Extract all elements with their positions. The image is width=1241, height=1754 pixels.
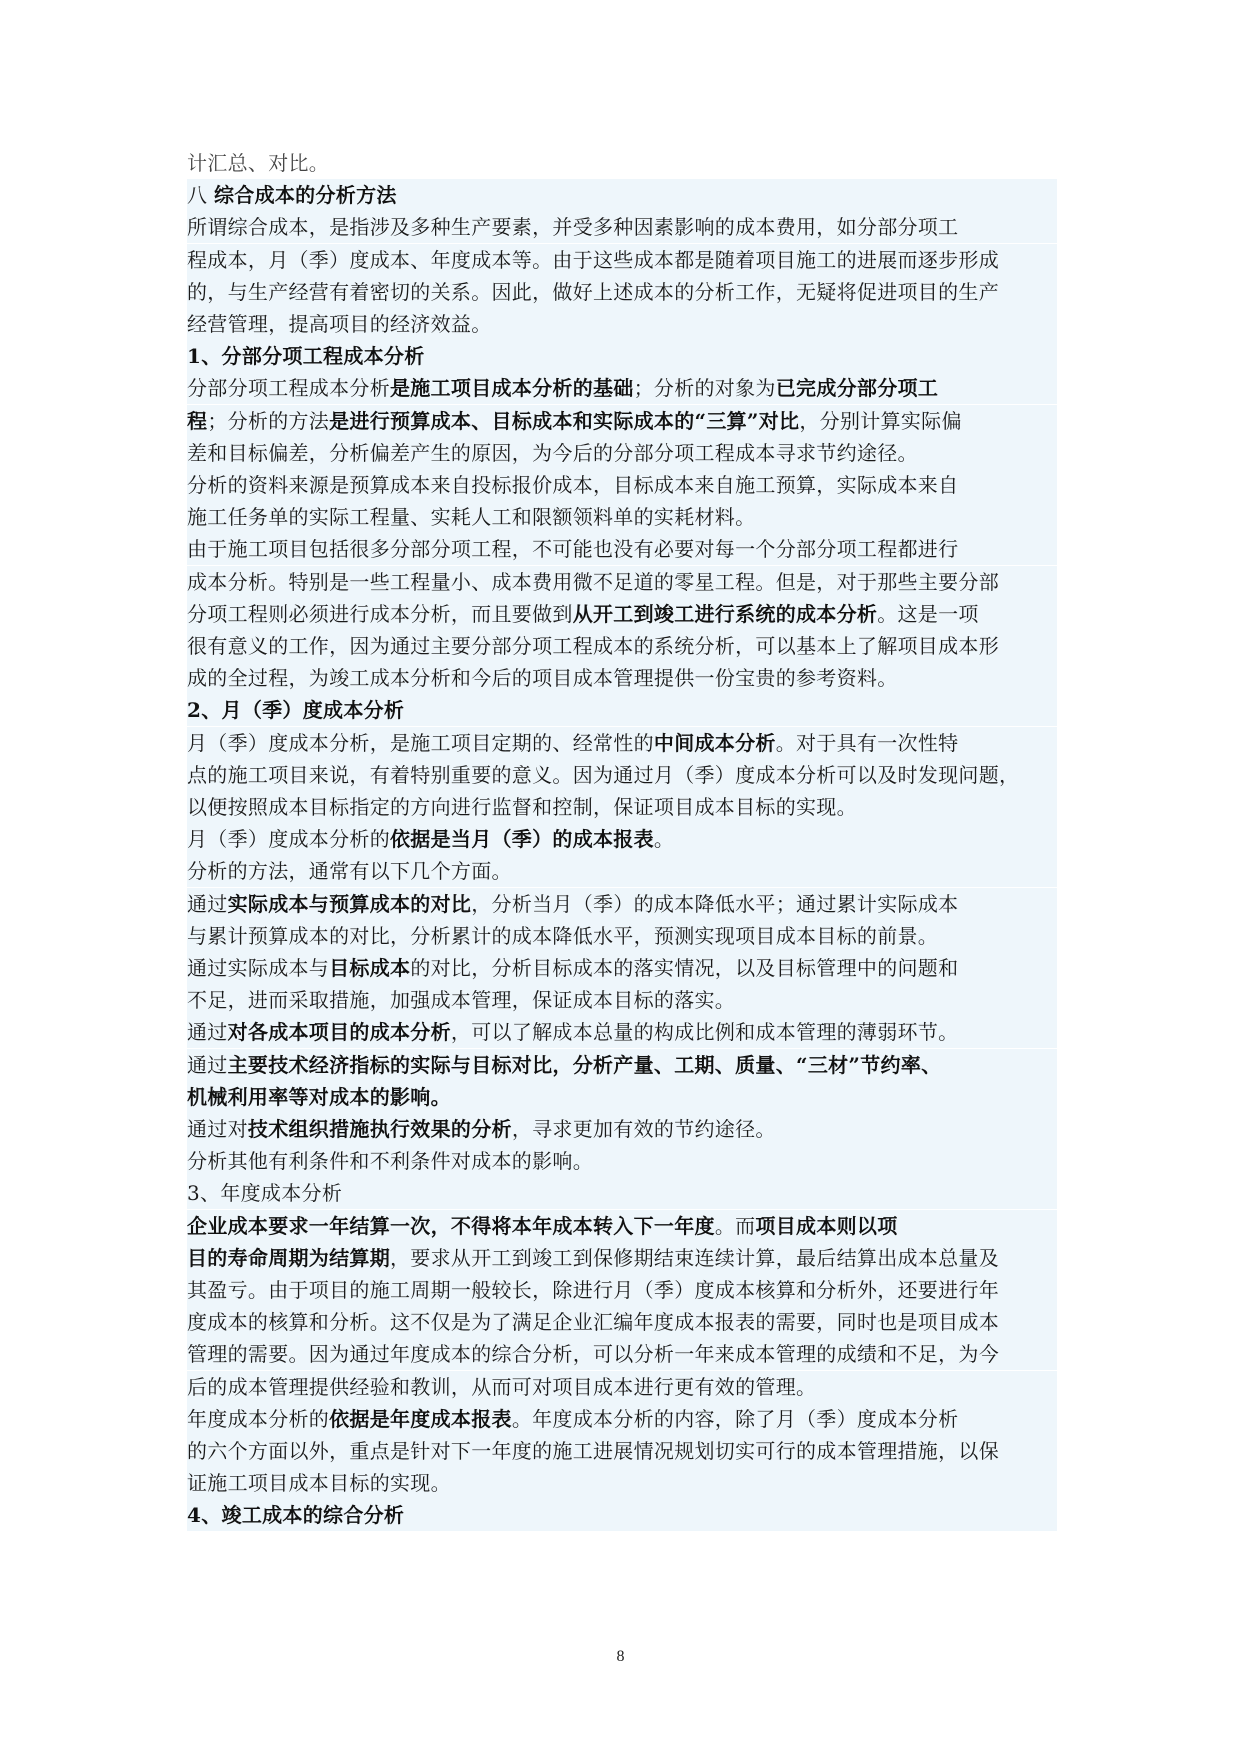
bold-text: 项目成本则以项	[755, 1213, 898, 1238]
text-line	[187, 308, 1057, 340]
text-run: 管理的需要。因为通过年度成本的综合分析，可以分析一年来成本管理的成绩和不足，为今	[187, 1342, 999, 1367]
text-line	[187, 1499, 1057, 1531]
text-line	[187, 984, 1057, 1016]
bold-text: 2、月（季）度成本分析	[187, 698, 405, 723]
text-run: 后的成本管理提供经验和教训，从而可对项目成本进行更有效的管理。	[187, 1374, 817, 1399]
text-line	[187, 405, 1057, 437]
text-run: 通过	[187, 1052, 228, 1077]
text-run: 。年度成本分析的内容，除了月（季）度成本分析	[511, 1406, 959, 1431]
text-line	[187, 1016, 1057, 1048]
text-line	[187, 1467, 1057, 1499]
text-line	[187, 1177, 1057, 1209]
bold-text: 1、分部分项工程成本分析	[187, 344, 425, 369]
bold-text: 技术组织措施执行效果的分析	[247, 1117, 512, 1141]
text-line	[187, 533, 1057, 565]
bold-text: 实际成本与预算成本的对比	[227, 891, 472, 916]
text-run: 分析其他有利条件和不利条件对成本的影响。	[187, 1149, 593, 1174]
bold-text: 目标成本	[329, 956, 411, 980]
text-run: 很有意义的工作，因为通过主要分部分项工程成本的系统分析，可以基本上了解项目成本形	[187, 634, 999, 658]
bold-text: 依据是年度成本报表	[329, 1406, 512, 1431]
text-run: 月（季）度成本分析的	[187, 827, 390, 852]
text-line	[187, 1274, 1057, 1306]
text-run: 与累计预算成本的对比，分析累计的成本降低水平，预测实现项目成本目标的前景。	[187, 923, 939, 948]
text-run: 成本分析。特别是一些工程量小、成本费用微不足道的零星工程。但是，对于那些主要分部	[187, 569, 999, 594]
text-run: 由于施工项目包括很多分部分项工程，不可能也没有必要对每一个分部分项工程都进行	[187, 537, 959, 562]
bold-text: 中间成本分析	[653, 730, 776, 755]
text-run: 的，与生产经营有着密切的关系。因此，做好上述成本的分析工作，无疑将促进项目的生产	[187, 279, 999, 304]
text-run: 。这是一项	[877, 601, 979, 626]
text-run: ；分析的对象为	[633, 376, 776, 401]
text-line	[187, 630, 1057, 662]
bold-text: 主要技术经济指标的实际与目标对比，分析产量、工期、质量、“三材”节约率、	[227, 1052, 942, 1077]
text-run: 通过	[187, 891, 228, 916]
text-line	[187, 1210, 1057, 1242]
text-line	[187, 211, 1057, 243]
bold-text: 综合成本的分析方法	[213, 183, 397, 208]
text-run: 分析的方法，通常有以下几个方面。	[187, 859, 512, 884]
text-line	[187, 469, 1057, 501]
text-run: 通过实际成本与	[187, 956, 330, 980]
text-line	[187, 694, 1057, 726]
text-run: 程成本，月（季）度成本、年度成本等。由于这些成本都是随着项目施工的进展而逐步形成	[187, 247, 999, 272]
text-line	[187, 276, 1057, 308]
text-run: 计汇总、对比。	[187, 151, 330, 175]
text-line	[187, 1306, 1057, 1338]
bold-text: 是施工项目成本分析的基础	[390, 376, 634, 401]
text-line	[187, 372, 1057, 404]
text-line	[187, 598, 1057, 630]
bold-text: 4、竣工成本的综合分析	[187, 1503, 405, 1528]
bold-text: 对各成本项目的成本分析	[227, 1020, 451, 1045]
text-line	[187, 1081, 1057, 1113]
text-run: 证施工项目成本目标的实现。	[187, 1471, 451, 1496]
text-line	[187, 791, 1057, 823]
text-run: ，可以了解成本总量的构成比例和成本管理的薄弱环节。	[450, 1020, 959, 1045]
text-line	[187, 952, 1057, 984]
text-run: 通过对	[187, 1117, 248, 1141]
text-line	[187, 727, 1057, 759]
text-run: 以便按照成本目标指定的方向进行监督和控制，保证项目成本目标的实现。	[187, 795, 857, 819]
text-line	[187, 501, 1057, 533]
text-run: 的对比，分析目标成本的落实情况，以及目标管理中的问题和	[410, 956, 959, 980]
text-line	[187, 340, 1057, 372]
text-run: 月（季）度成本分析，是施工项目定期的、经常性的	[187, 730, 654, 755]
text-line	[187, 1049, 1057, 1081]
text-run: 分部分项工程成本分析	[187, 376, 390, 401]
text-line	[187, 1113, 1057, 1145]
text-run: ，分析当月（季）的成本降低水平；通过累计实际成本	[471, 891, 959, 916]
text-run: 通过	[187, 1020, 228, 1045]
text-line	[187, 1371, 1057, 1403]
bold-text: 是进行预算成本、目标成本和实际成本的“三算”对比	[329, 408, 800, 433]
text-run: 施工任务单的实际工程量、实耗人工和限额领料单的实耗材料。	[187, 505, 756, 530]
text-run: 分项工程则必须进行成本分析，而且要做到	[187, 601, 573, 626]
text-line	[187, 759, 1057, 791]
bold-text: 从开工到竣工进行系统的成本分析	[572, 601, 878, 626]
text-line	[187, 920, 1057, 952]
text-run: 。而	[714, 1213, 756, 1238]
text-line	[187, 1403, 1057, 1435]
text-line	[187, 1145, 1057, 1177]
bold-text: 程	[187, 408, 208, 433]
text-line	[187, 244, 1057, 276]
text-run: 点的施工项目来说，有着特别重要的意义。因为通过月（季）度成本分析可以及时发现问题，	[187, 762, 1020, 787]
text-run: 3、年度成本分析	[187, 1181, 343, 1206]
bold-text: 依据是当月（季）的成本报表	[390, 827, 654, 852]
text-run: 度成本的核算和分析。这不仅是为了满足企业汇编年度成本报表的需要，同时也是项目成本	[187, 1310, 999, 1335]
text-run: 八	[187, 183, 214, 208]
text-run: ；分析的方法	[207, 408, 330, 433]
text-run: 。对于具有一次性特	[775, 730, 959, 755]
page-number: 8	[616, 1648, 625, 1665]
text-line	[187, 147, 1057, 179]
text-run: 其盈亏。由于项目的施工周期一般较长，除进行月（季）度成本核算和分析外，还要进行年	[187, 1278, 999, 1302]
text-run: 年度成本分析的	[187, 1406, 330, 1431]
text-run: ，要求从开工到竣工到保修期结束连续计算，最后结算出成本总量及	[390, 1245, 999, 1270]
bold-text: 机械利用率等对成本的影响。	[187, 1084, 451, 1109]
bold-text: 已完成分部分项工	[775, 376, 939, 401]
text-line	[187, 1435, 1057, 1467]
text-run: 不足，进而采取措施，加强成本管理，保证成本目标的落实。	[187, 988, 736, 1013]
text-line	[187, 1242, 1057, 1274]
text-line	[187, 823, 1057, 855]
text-line	[187, 179, 1057, 211]
text-run: 成的全过程，为竣工成本分析和今后的项目成本管理提供一份宝贵的参考资料。	[187, 666, 898, 691]
text-run: ，分别计算实际偏	[799, 408, 962, 433]
bold-text: 企业成本要求一年结算一次，不得将本年成本转入下一年度	[187, 1213, 715, 1238]
text-run: ，寻求更加有效的节约途径。	[511, 1117, 776, 1141]
bold-text: 目的寿命周期为结算期	[187, 1245, 390, 1270]
text-run: 分析的资料来源是预算成本来自投标报价成本，目标成本来自施工预算，实际成本来自	[187, 473, 959, 497]
text-run: 的六个方面以外，重点是针对下一年度的施工进展情况规划切实可行的成本管理措施，以保	[187, 1439, 999, 1463]
text-line	[187, 662, 1057, 694]
text-line	[187, 437, 1057, 469]
text-run: 差和目标偏差，分析偏差产生的原因，为今后的分部分项工程成本寻求节约途径。	[187, 440, 918, 465]
text-run: 经营管理，提高项目的经济效益。	[187, 312, 492, 336]
text-line	[187, 855, 1057, 887]
text-line	[187, 1338, 1057, 1370]
text-line	[187, 888, 1057, 920]
text-run: 所谓综合成本，是指涉及多种生产要素，并受多种因素影响的成本费用，如分部分项工	[187, 215, 959, 240]
text-line	[187, 566, 1057, 598]
text-run: 。	[653, 827, 675, 852]
